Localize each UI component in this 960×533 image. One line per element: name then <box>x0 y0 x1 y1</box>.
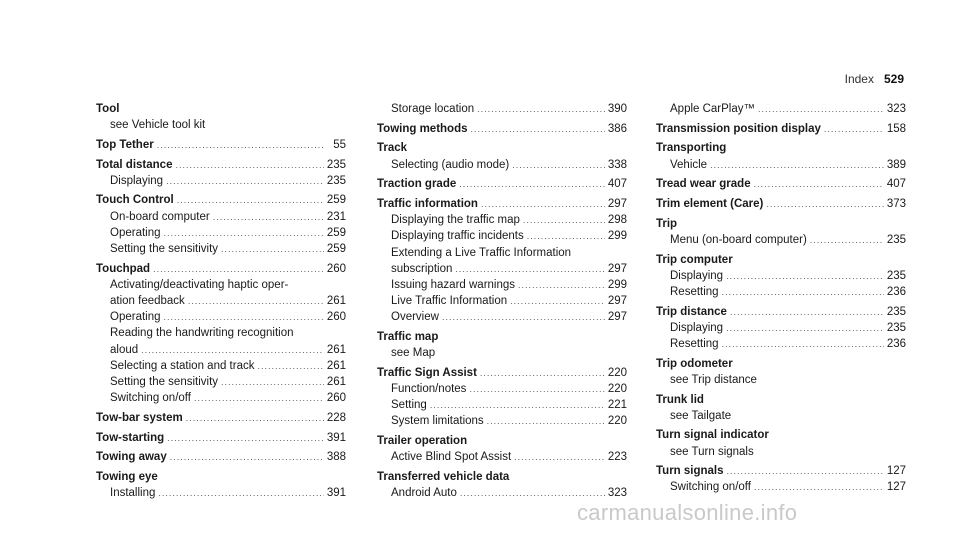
page-reference[interactable]: 261 <box>326 359 346 372</box>
entry-text: Displaying the traffic map <box>391 214 520 227</box>
page-reference[interactable]: 235 <box>886 233 906 246</box>
entry-text: Towing eye <box>96 470 158 483</box>
index-subentry <box>96 390 346 406</box>
index-subentry <box>656 157 906 173</box>
dot-leader <box>141 342 324 358</box>
dot-leader <box>481 196 605 212</box>
page-reference[interactable]: 389 <box>886 158 906 171</box>
index-subentry <box>656 372 906 388</box>
index-subentry <box>656 444 906 460</box>
index-entry <box>96 469 346 485</box>
index-subentry <box>656 408 906 424</box>
dot-leader <box>164 309 324 325</box>
dot-leader <box>257 358 323 374</box>
index-subentry <box>377 381 627 397</box>
dot-leader <box>469 381 604 397</box>
entry-text: Storage location <box>391 103 475 115</box>
page-reference[interactable]: 260 <box>326 392 346 405</box>
page-reference[interactable]: 297 <box>607 197 627 210</box>
page-reference[interactable]: 235 <box>886 321 906 334</box>
watermark: carmanualsonline.info <box>577 500 798 525</box>
index-entry <box>377 469 627 485</box>
dot-leader <box>512 157 605 173</box>
page-reference[interactable]: 373 <box>886 197 906 210</box>
page-reference[interactable]: 261 <box>326 295 346 308</box>
index-entry <box>656 356 906 372</box>
entry-text: Vehicle <box>670 158 708 171</box>
index-entry <box>377 176 627 192</box>
entry-text: Extending a Live Traffic Information <box>391 246 572 259</box>
entry-text: Tread wear grade <box>656 178 751 191</box>
entry-text: Displaying traffic incidents <box>391 230 524 243</box>
index-subentry <box>96 293 346 309</box>
index-subentry <box>96 374 346 390</box>
dot-leader <box>722 336 884 352</box>
index-subentry <box>377 485 627 501</box>
index-subentry <box>377 157 627 173</box>
index-entry <box>96 410 346 426</box>
entry-text: Total distance <box>96 158 173 171</box>
entry-text: Top Tether <box>96 138 154 151</box>
index-subentry <box>377 309 627 325</box>
page-reference[interactable]: 236 <box>886 337 906 350</box>
index-entry <box>656 463 906 479</box>
index-subentry <box>377 228 627 244</box>
entry-text: Trip <box>656 217 678 230</box>
page-reference[interactable]: 261 <box>326 343 346 356</box>
page-reference[interactable]: 299 <box>607 230 627 243</box>
dot-leader <box>754 176 884 192</box>
dot-leader <box>153 261 324 277</box>
entry-text: Towing methods <box>377 122 468 135</box>
dot-leader <box>523 212 605 228</box>
entry-text: Displaying <box>670 321 724 334</box>
dot-leader <box>727 463 884 479</box>
index-subentry <box>96 277 346 293</box>
entry-text: Switching on/off <box>110 392 191 405</box>
entry-text: Function/notes <box>391 383 467 395</box>
index-subentry <box>656 320 906 336</box>
entry-text: Menu (on-board computer) <box>670 233 807 246</box>
entry-text: aloud <box>110 343 139 356</box>
entry-text: see Tailgate <box>670 409 732 422</box>
page-reference[interactable]: 298 <box>607 214 627 227</box>
index-subentry <box>96 358 346 374</box>
page-reference[interactable]: 297 <box>607 295 627 308</box>
dot-leader <box>824 121 884 137</box>
page-reference[interactable]: 391 <box>326 431 346 444</box>
index-subentry <box>656 101 906 117</box>
page-reference[interactable]: 260 <box>326 311 346 324</box>
page-reference[interactable]: 235 <box>326 158 346 171</box>
page-reference[interactable]: 220 <box>607 383 627 395</box>
dot-leader <box>487 413 605 429</box>
dot-leader <box>726 320 884 336</box>
index-subentry <box>96 241 346 257</box>
page-reference[interactable]: 297 <box>607 311 627 324</box>
dot-leader <box>766 196 883 212</box>
index-entry <box>96 157 346 173</box>
dot-leader <box>213 209 324 225</box>
dot-leader <box>460 485 605 501</box>
dot-leader <box>710 157 884 173</box>
page-reference[interactable]: 228 <box>326 411 346 424</box>
entry-text: Activating/deactivating haptic oper- <box>110 278 289 291</box>
index-subentry <box>377 245 627 261</box>
index-subentry <box>656 284 906 300</box>
dot-leader <box>518 277 605 293</box>
dot-leader <box>221 374 324 390</box>
dot-leader <box>455 261 604 277</box>
entry-text: Setting <box>391 399 427 412</box>
index-entry <box>656 121 906 137</box>
index-subentry <box>656 479 906 495</box>
page-reference[interactable]: 259 <box>326 194 346 207</box>
entry-text: Transporting <box>656 142 727 155</box>
dot-leader <box>186 410 324 426</box>
entry-text: Traffic map <box>377 330 439 343</box>
index-subentry <box>377 397 627 413</box>
page-reference[interactable]: 235 <box>886 269 906 282</box>
index-entry <box>96 261 346 277</box>
entry-text: see Vehicle tool kit <box>110 119 206 132</box>
entry-text: Towing away <box>96 451 167 464</box>
entry-text: Switching on/off <box>670 481 751 494</box>
index-entry <box>96 137 346 153</box>
index-subentry <box>377 261 627 277</box>
dot-leader <box>459 176 605 192</box>
page-reference[interactable]: 231 <box>326 210 346 223</box>
index-subentry <box>96 342 346 358</box>
page-reference[interactable]: 221 <box>607 399 627 412</box>
index-subentry <box>377 345 627 361</box>
page-reference[interactable]: 158 <box>886 122 906 135</box>
page-reference[interactable]: 407 <box>607 178 627 191</box>
page-reference[interactable]: 235 <box>886 305 906 318</box>
page-reference[interactable]: 235 <box>326 174 346 187</box>
index-column-1 <box>96 101 346 501</box>
dot-leader <box>442 309 605 325</box>
dot-leader <box>170 449 324 465</box>
dot-leader <box>167 430 324 446</box>
entry-text: Trunk lid <box>656 393 704 406</box>
dot-leader <box>514 449 605 465</box>
entry-text: Turn signal indicator <box>656 429 769 442</box>
dot-leader <box>754 479 884 495</box>
page-reference[interactable]: 127 <box>886 465 906 478</box>
entry-text: Tow-starting <box>96 431 165 444</box>
entry-text: Touch Control <box>96 194 174 207</box>
entry-text: Transferred vehicle data <box>377 470 510 483</box>
entry-text: Active Blind Spot Assist <box>391 451 512 464</box>
dot-leader <box>177 192 324 208</box>
index-entry <box>96 192 346 208</box>
index-subentry <box>377 212 627 228</box>
entry-text: On-board computer <box>110 210 210 223</box>
entry-text: Tool <box>96 103 120 115</box>
index-entry <box>656 427 906 443</box>
entry-text: Displaying <box>670 269 724 282</box>
entry-text: Resetting <box>670 285 719 298</box>
section-title: Index <box>844 72 874 86</box>
index-entry <box>656 392 906 408</box>
entry-text: Tow-bar system <box>96 411 183 424</box>
index-entry <box>656 252 906 268</box>
page-reference[interactable]: 236 <box>886 285 906 298</box>
entry-text: ation feedback <box>110 295 185 308</box>
entry-text: subscription <box>391 262 453 275</box>
entry-text: see Map <box>391 347 436 360</box>
entry-text: Traffic information <box>377 197 478 210</box>
index-subentry <box>96 209 346 225</box>
page-reference[interactable]: 323 <box>607 487 627 500</box>
page-reference[interactable]: 223 <box>607 451 627 464</box>
entry-text: Operating <box>110 226 161 239</box>
index-entry <box>656 216 906 232</box>
dot-leader <box>480 365 605 381</box>
dot-leader <box>726 268 884 284</box>
page-header <box>845 72 904 86</box>
index-subentry <box>656 268 906 284</box>
index-column-2 <box>377 101 627 501</box>
entry-text: Touchpad <box>96 262 151 275</box>
dot-leader <box>221 241 324 257</box>
entry-text: Track <box>377 142 408 155</box>
index-entry <box>656 196 906 212</box>
page-reference[interactable]: 127 <box>886 481 906 494</box>
page-reference[interactable]: 407 <box>886 178 906 191</box>
index-entry <box>377 433 627 449</box>
index-entry <box>656 140 906 156</box>
index-subentry <box>377 449 627 465</box>
page-reference[interactable]: 55 <box>333 138 346 151</box>
entry-text: Android Auto <box>391 487 457 500</box>
page-reference[interactable]: 323 <box>886 103 906 115</box>
entry-text: Traction grade <box>377 178 457 191</box>
page-reference[interactable]: 299 <box>607 278 627 291</box>
index-entry <box>96 430 346 446</box>
index-entry <box>377 365 627 381</box>
entry-text: Traffic Sign Assist <box>377 366 477 379</box>
index-subentry <box>96 485 346 501</box>
dot-leader <box>730 304 884 320</box>
entry-text: Selecting a station and track <box>110 359 255 372</box>
dot-leader <box>477 101 605 117</box>
page-reference[interactable]: 259 <box>326 243 346 255</box>
index-subentry <box>96 225 346 241</box>
page-reference[interactable]: 386 <box>607 122 627 135</box>
page-reference[interactable]: 261 <box>326 376 346 388</box>
dot-leader <box>158 485 323 501</box>
entry-text: Turn signals <box>656 465 724 478</box>
index-subentry <box>377 413 627 429</box>
dot-leader <box>527 228 605 244</box>
page-reference[interactable]: 390 <box>607 103 627 115</box>
entry-text: Transmission position display <box>656 122 821 135</box>
dot-leader <box>722 284 884 300</box>
entry-text: Trim element (Care) <box>656 197 764 210</box>
dot-leader <box>471 121 605 137</box>
entry-text: Overview <box>391 311 439 324</box>
dot-leader <box>430 397 605 413</box>
entry-text: Trip distance <box>656 305 727 318</box>
index-entry <box>96 449 346 465</box>
entry-text: Apple CarPlay™ <box>670 103 756 115</box>
entry-text: Operating <box>110 311 161 324</box>
entry-text: Installing <box>110 487 156 500</box>
dot-leader <box>188 293 324 309</box>
page-reference[interactable]: 220 <box>607 366 627 379</box>
index-entry <box>377 329 627 345</box>
entry-text: Setting the sensitivity <box>110 243 219 255</box>
index-subentry <box>656 336 906 352</box>
index-entry <box>377 196 627 212</box>
entry-text: see Trip distance <box>670 373 757 386</box>
index-entry <box>656 304 906 320</box>
page-reference[interactable]: 260 <box>326 262 346 275</box>
dot-leader <box>510 293 605 309</box>
entry-text: System limitations <box>391 415 484 428</box>
dot-leader <box>194 390 324 406</box>
index-subentry <box>377 277 627 293</box>
dot-leader <box>157 137 325 153</box>
entry-text: Setting the sensitivity <box>110 376 219 388</box>
index-entry <box>96 101 346 117</box>
dot-leader <box>810 232 884 248</box>
index-subentry <box>96 117 346 133</box>
entry-text: Trip odometer <box>656 357 733 370</box>
entry-text: Trailer operation <box>377 435 468 448</box>
index-subentry <box>96 173 346 189</box>
dot-leader <box>758 101 884 117</box>
dot-leader <box>175 157 323 173</box>
index-subentry <box>96 325 346 341</box>
index-subentry <box>96 309 346 325</box>
page-number: 529 <box>883 72 904 86</box>
entry-text: Resetting <box>670 337 719 350</box>
index-subentry <box>377 293 627 309</box>
entry-text: Reading the handwriting recognition <box>110 327 294 340</box>
entry-text: see Turn signals <box>670 445 754 458</box>
index-entry <box>656 176 906 192</box>
index-column-3 <box>656 101 906 496</box>
entry-text: Live Traffic Information <box>391 295 508 308</box>
page-reference[interactable]: 297 <box>607 262 627 275</box>
entry-text: Displaying <box>110 174 164 187</box>
page-reference[interactable]: 388 <box>326 451 346 464</box>
index-subentry <box>377 101 627 117</box>
dot-leader <box>164 225 324 241</box>
index-subentry <box>656 232 906 248</box>
index-entry <box>377 140 627 156</box>
index-entry <box>377 121 627 137</box>
page-reference[interactable]: 391 <box>326 487 346 500</box>
page-reference[interactable]: 338 <box>607 158 627 171</box>
page-reference[interactable]: 259 <box>326 226 346 239</box>
page-reference[interactable]: 220 <box>607 415 627 428</box>
dot-leader <box>166 173 324 189</box>
entry-text: Issuing hazard warnings <box>391 278 516 291</box>
entry-text: Trip computer <box>656 253 733 266</box>
entry-text: Selecting (audio mode) <box>391 158 510 171</box>
